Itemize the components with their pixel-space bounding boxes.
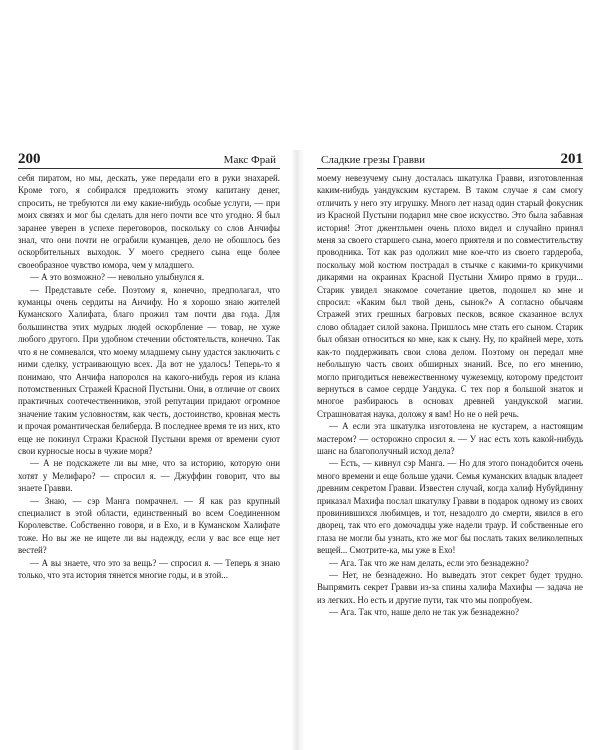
right-page-number: 201 <box>560 151 583 167</box>
paragraph: — Знаю, — сэр Манга помрачнел. — Я как раз крупный специалист в этой области, единственный во всем Соединенном Королевстве. Собственно говоря, и в Ехо, и в Куманском Халифате тоже. Но вы же не ищете ли вы надежду, если у вас все еще нет вестей? <box>18 495 280 556</box>
paragraph: — А это возможно? — невольно улыбнулся я. <box>30 272 205 283</box>
paragraph: — Ага. Так что же нам делать, если это безнадежно? <box>329 557 529 568</box>
right-page-header <box>317 152 583 169</box>
left-page-text <box>18 172 280 581</box>
paragraph: моему невезучему сыну досталась шкатулка Гравви, изготовленная каким-нибудь уандукским кустарем. В таком случае я сам смогу отличить у него эту игрушку. Много лет назад один старый фокусник из Красной Пустыни подарил мне свое искусство. Это была забавная история! Этот джентльмен очень плохо видел и случайно принял меня за своего старшего сына, моего приятеля и по совместительству проводника. Тот как раз одолжил мне кое-что из своего гардероба, поскольку мой костюм пострадал в стычке с какими-то крикучими дикарями на окраинах Красной Пустыни Хмиро прямо в груди... Старик увидел знакомое сочетание цветов, подошел ко мне и спросил: «Каким был твой день, сынок?» А согласно обычаям Стражей этих грешных багровых песков, всякое сказанное вслух слово обладает силой закона. Пришлось мне стать его сыном. Старик был обязан относиться ко мне, как к сыну. Ну, по крайней мере, хоть как-то поддерживать свои слова делом. Поэтому он передал мне небольшую часть своих обширных знаний. Все, по его мнению, могло пригодиться невежественному чужеземцу, которому предстоит вернуться в самое сердце Уандука. С тех пор я большой знаток и многое разбираюсь в основах древней уандукской магии. Страшноватая наука, доложу я вам! Но не о ней речь. <box>317 173 583 419</box>
paragraph: себя пиратом, но мы, дескать, уже передали его в руки знахарей. Кроме того, я собирался предложить этому капитану денег, спросить, не требуются ли ему какие-нибудь особые услуги, — при моих связях и мог бы сделать для него почти все что угодно. Я был заранее уверен в успехе переговоров, поскольку со слов Анчифы знал, что они почти не ограбили куманцев, дело не обошлось без оскорбительных выходок. У моего среднего сына еще более своеобразное чувство юмора, чем у младшего. <box>18 173 280 270</box>
left-page-number: 200 <box>18 151 41 167</box>
paragraph: — Представьте себе. Поэтому я, конечно, предполагал, что куманцы очень сердиты на Анчифу. Но я хорошо знаю жителей Куманского Халифата, благо прожил там почти два года. Для большинства этих мудрых людей оскорбление — товар, не хуже любого другого. При удобном стечении обстоятельств, конечно. Так что я не сомневался, что моему младшему сыну удастся заключить с ними сделку, устраивающую всех. Да вот не удалось! Теперь-то я понимаю, что Анчифа напоролся на какого-нибудь героя из клана потомственных Стражей Красной Пустыни. Они, в отличие от своих практичных соотечественников, этой репутации придают огромное значение таким условностям, как честь, достоинство, кровная месть и прочая романтическая белиберда. В последнее время те из них, кто еще не покинул Стражи Красной Пустыни время от времени суют свои курносые носы в чужие моря? <box>18 284 280 456</box>
paragraph: — А если эта шкатулка изготовлена не кустарем, а настоящим мастером? — осторожно спросил я. — У нас есть хоть какой-нибудь шанс на благополучный исход дела? <box>317 421 583 456</box>
left-page-header <box>18 152 280 169</box>
paragraph: — Ага. Так что, наше дело не так уж безнадежно? <box>329 607 519 618</box>
left-page <box>18 152 280 581</box>
paragraph: — Нет, не безнадежно. Но выведать этот секрет будет трудно. Выпрямить секрет Гравви из-за спины халифа Махифы — задача не из легких. Но есть и другие пути, так что мы попробуем. <box>317 570 583 605</box>
left-running-title: Макс Фрай <box>223 154 276 166</box>
right-page-text <box>317 172 583 619</box>
right-page <box>317 152 583 619</box>
paragraph: — А вы знаете, что это за вещь? — спросил я. — Теперь я знаю только, что эта история тянется многие годы, и в этой... <box>18 557 280 580</box>
paragraph: — Есть, — кивнул сэр Манга. — Но для этого понадобится очень много времени и еще больше удачи. Семья куманских владык владеет древним секретом Гравви. Известен случай, когда халиф Нубуйдинну приказал Махифа послал шкатулку Гравви в подарок одному из своих провинившихся любимцев, и тот, незадолго до смерти, явился в его дворец, так что его домочадцы уже надели траур. И собственные его глаза не могли бы узнать, кто же мог бы послать таких великолепных вещей... Смотрите-ка, мы уже в Ехо! <box>317 458 583 556</box>
book-gutter <box>291 150 305 750</box>
paragraph: — А не подскажете ли вы мне, что за историю, которую они хотят у Мелифаро? — спросил я. — Джуффин говорит, что вы знаете Гравви. <box>18 458 280 494</box>
right-running-title: Сладкие грезы Гравви <box>321 154 426 166</box>
